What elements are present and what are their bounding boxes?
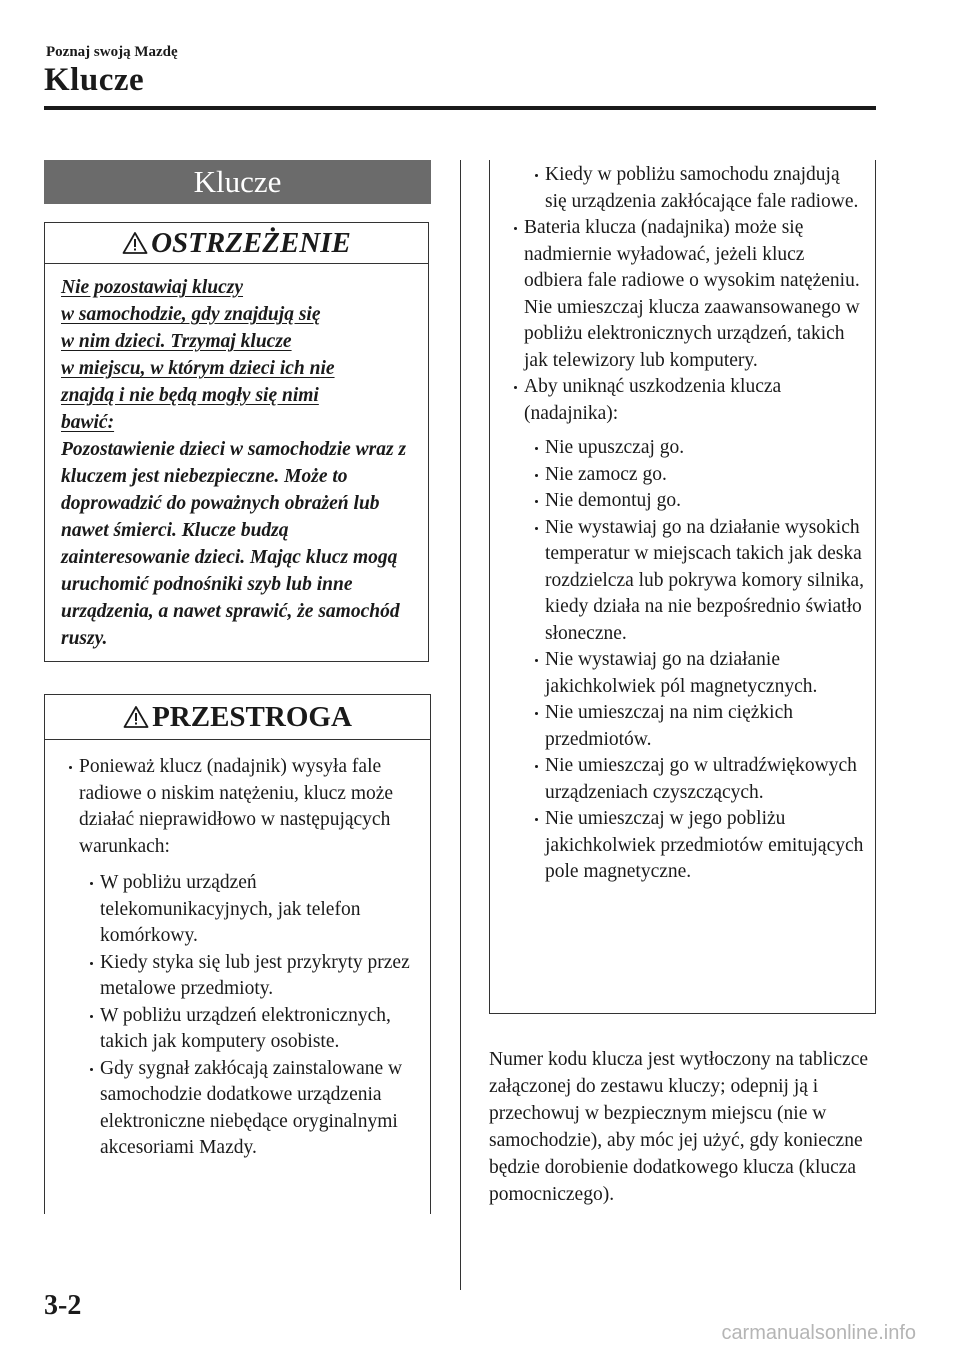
list-item: Nie wystawiaj go na działanie wysokich temperatur w miejscach takich jak deska rozdzielcza lub pokrywa komory silnika, kiedy działa na nie bezpośrednio światło słoneczne.: [545, 515, 865, 648]
warning-line: w miejscu, w którym dzieci ich nie: [61, 358, 335, 379]
list-item: Nie umieszczaj na nim ciężkich przedmiotów.: [545, 700, 865, 753]
list-item: Kiedy w pobliżu samochodu znajdują się urządzenia zakłócające fale radiowe.: [545, 162, 865, 215]
list-item: Nie zamocz go.: [545, 462, 865, 489]
closing-paragraph: Numer kodu klucza jest wytłoczony na tabliczce załączonej do zestawu kluczy; odepnij ją i przechowuj w bezpiecznym miejscu (nie w samochodzie), aby móc jej użyć, gdy konieczne będzie dorobienie dodatkowego klucza (klucza pomocniczego).: [489, 1049, 869, 1205]
list-item: Kiedy styka się lub jest przykryty przez metalowe przedmioty.: [100, 950, 418, 1003]
caution-continuation: [489, 160, 876, 1014]
caution-box: [44, 694, 431, 1214]
avoid-damage-list: [524, 435, 865, 886]
list-item: Nie upuszczaj go.: [545, 435, 865, 462]
warning-triangle-icon: [122, 231, 148, 260]
list-item: Nie umieszczaj w jego pobliżu jakichkolwiek przedmiotów emitujących pole magnetyczne.: [545, 806, 865, 886]
warning-line: znajdą i nie będą mogły się nimi: [61, 385, 319, 406]
list-item: W pobliżu urządzeń elektronicznych, takich jak komputery osobiste.: [100, 1003, 418, 1056]
breadcrumb: Poznaj swoją Mazdę: [46, 44, 178, 60]
warning-line: bawić:: [61, 412, 115, 433]
page-number: 3-2: [44, 1290, 82, 1321]
list-item: Nie demontuj go.: [545, 488, 865, 515]
warning-line: w nim dzieci. Trzymaj klucze: [61, 331, 292, 352]
warning-box: [44, 222, 429, 662]
conditions-list: [79, 870, 418, 1162]
warning-line: w samochodzie, gdy znajdują się: [61, 304, 321, 325]
warning-title: OSTRZEŻENIE: [151, 227, 351, 259]
list-item: Gdy sygnał zakłócają zainstalowane w samochodzie dodatkowe urządzenia elektroniczne niebędące oryginalnymi akcesoriami Mazdy.: [100, 1056, 418, 1162]
list-item: Nie umieszczaj go w ultradźwiękowych urządzeniach czyszczących.: [545, 753, 865, 806]
caution-continuation-body: [490, 160, 875, 886]
list-item: Ponieważ klucz (nadajnik) wysyła fale radiowe o niskim natężeniu, klucz może działać nieprawidłowo w następujących warunkach:: [79, 754, 418, 860]
warning-body: [45, 264, 428, 652]
conditions-list-continued: [524, 160, 865, 215]
list-item: Nie wystawiaj go na działanie jakichkolwiek pól magnetycznych.: [545, 647, 865, 700]
section-banner: Klucze: [44, 160, 431, 204]
warning-underlined: [61, 274, 412, 436]
watermark: carmanualsonline.info: [721, 1322, 916, 1344]
caution-list: [79, 754, 418, 860]
list-item: W pobliżu urządzeń telekomunikacyjnych, jak telefon komórkowy.: [100, 870, 418, 950]
caution-notes-list: [524, 215, 865, 427]
caution-body: [45, 740, 430, 1162]
list-item: Aby uniknąć uszkodzenia klucza (nadajnika):: [524, 374, 865, 427]
warning-line: Nie pozostawiaj kluczy: [61, 277, 244, 298]
list-item: Bateria klucza (nadajnika) może się nadmiernie wyładować, jeżeli klucz odbiera fale radiowe o wysokim natężeniu. Nie umieszczaj klucza zaawansowanego w pobliżu elektronicznych urządzeń, takich jak telewizory lub komputery.: [524, 215, 865, 374]
chapter-title: Klucze: [44, 62, 145, 98]
column-divider: [460, 160, 461, 1290]
header-rule: [44, 106, 876, 110]
caution-title: PRZESTROGA: [152, 701, 352, 733]
warning-text: Pozostawienie dzieci w samochodzie wraz z kluczem jest niebezpieczne. Może to doprowadzić do poważnych obrażeń lub nawet śmierci. Klucze budzą zainteresowanie dzieci. Mając klucz mogą uruchomić podnośniki szyb lub inne urządzenia, a nawet sprawić, że samochód ruszy.: [61, 439, 407, 649]
caution-triangle-icon: [123, 705, 149, 734]
warning-header: [45, 223, 428, 264]
caution-header: [45, 695, 430, 740]
